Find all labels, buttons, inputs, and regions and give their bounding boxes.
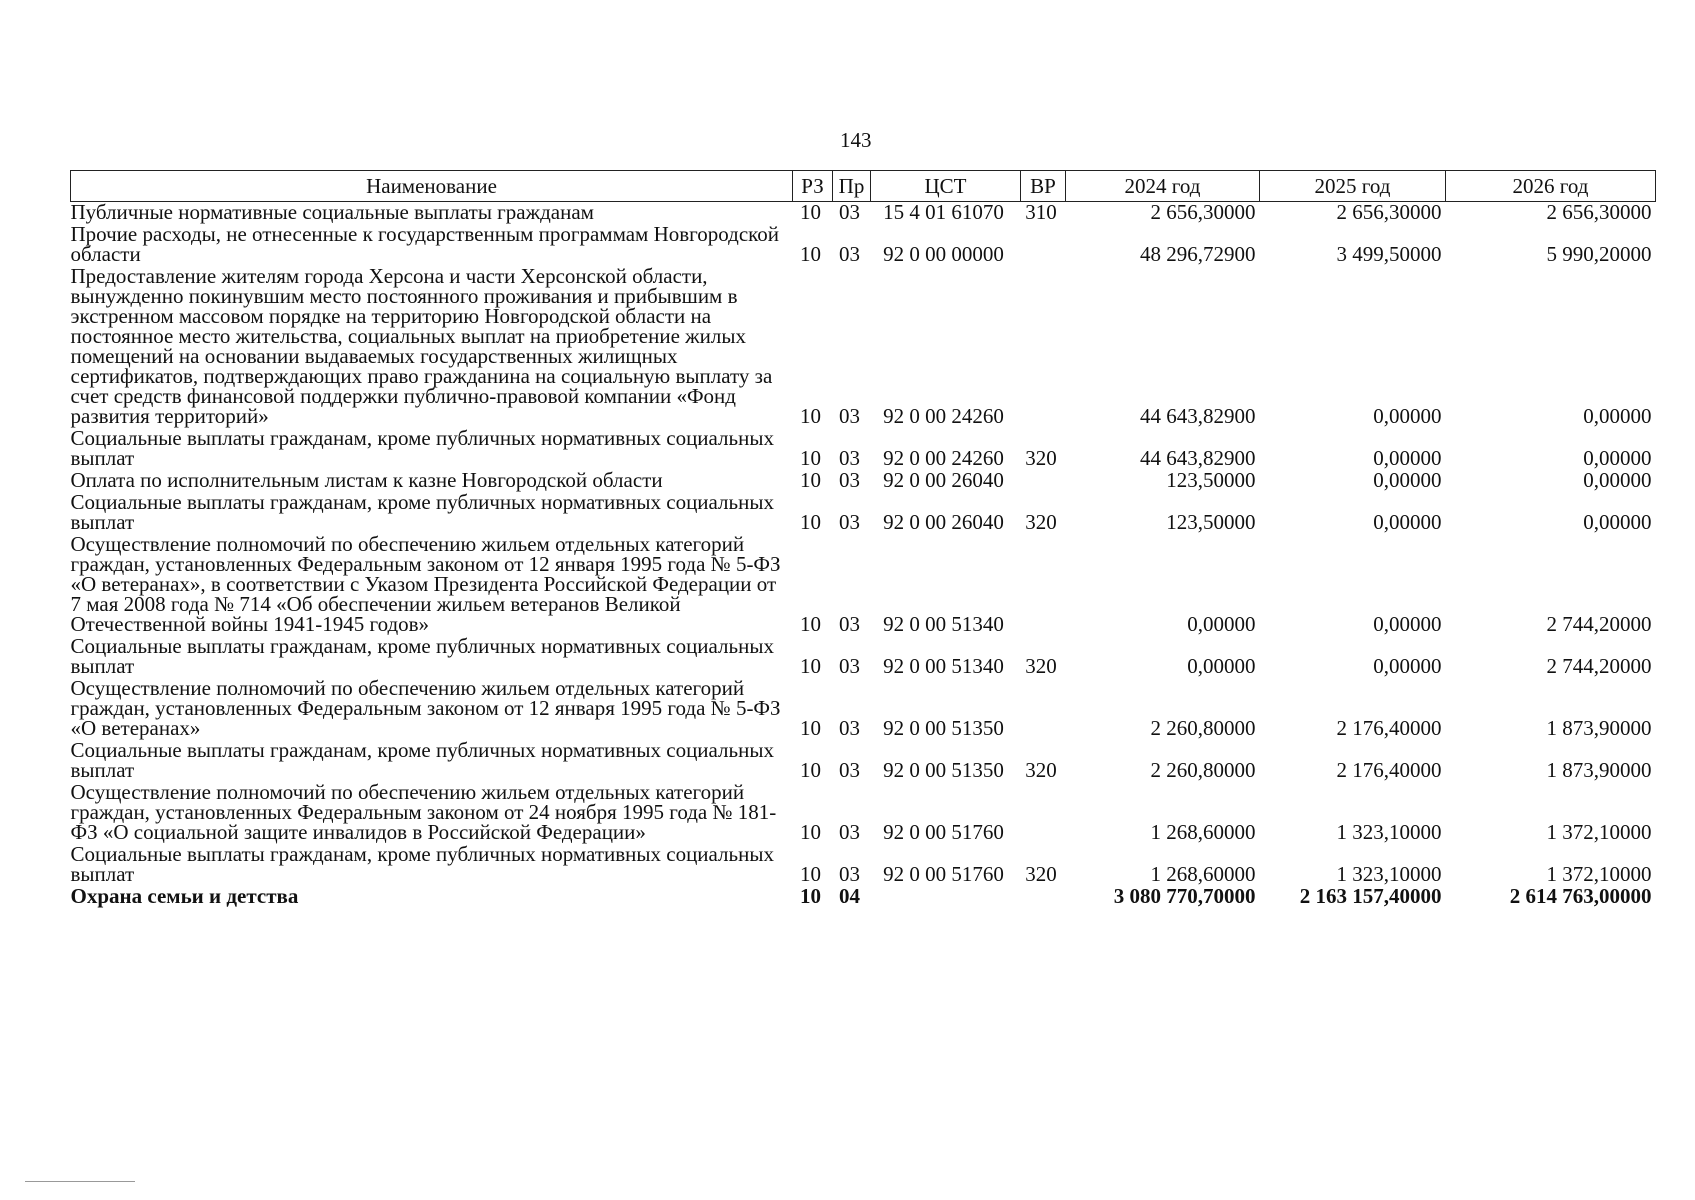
cell-pr: 03	[839, 510, 860, 534]
cell-2025: 0,00000	[1373, 404, 1442, 428]
cell-2026: 2 744,20000	[1546, 612, 1652, 636]
cell-2026: 2 656,30000	[1546, 200, 1652, 224]
cell-name: Оплата по исполнительным листам к казне Новгородской области	[70, 468, 663, 492]
cell-name: Социальные выплаты гражданам, кроме публичных нормативных социальных выплат	[70, 738, 774, 782]
table-row	[71, 782, 1656, 844]
cell-vr	[1021, 266, 1066, 428]
scan-artifact-line	[25, 1181, 135, 1182]
cell-cst: 92 0 00 51350	[883, 758, 1004, 782]
cell-2024: 123,50000	[1166, 468, 1256, 492]
cell-cst: 92 0 00 51350	[883, 716, 1004, 740]
cell-vr: 320	[1025, 758, 1057, 782]
cell-2024: 2 260,80000	[1150, 716, 1256, 740]
cell-rz: 10	[800, 716, 821, 740]
cell-2025: 0,00000	[1373, 510, 1442, 534]
page-number: 143	[840, 128, 872, 152]
cell-cst: 92 0 00 51340	[883, 654, 1004, 678]
cell-2025: 0,00000	[1373, 612, 1442, 636]
cell-rz: 10	[800, 200, 821, 224]
cell-name: Социальные выплаты гражданам, кроме публичных нормативных социальных выплат	[70, 634, 774, 678]
cell-2024: 2 260,80000	[1150, 758, 1256, 782]
cell-vr: 310	[1025, 200, 1057, 224]
cell-rz: 10	[800, 242, 821, 266]
cell-2024: 2 656,30000	[1150, 200, 1256, 224]
cell-2024: 123,50000	[1166, 510, 1256, 534]
table-row	[71, 678, 1656, 740]
cell-pr: 03	[839, 242, 860, 266]
cell-2026: 2 744,20000	[1546, 654, 1652, 678]
cell-2026: 2 614 763,00000	[1509, 884, 1652, 908]
table-row	[71, 740, 1656, 782]
cell-rz: 10	[800, 468, 821, 492]
cell-2024: 0,00000	[1187, 654, 1256, 678]
table-row	[71, 428, 1656, 470]
cell-vr: 320	[1025, 862, 1057, 886]
header-2024: 2024 год	[1066, 171, 1260, 202]
header-2026: 2026 год	[1446, 171, 1656, 202]
cell-name: Социальные выплаты гражданам, кроме публичных нормативных социальных выплат	[70, 426, 774, 470]
table-row	[71, 202, 1656, 225]
cell-vr	[1021, 224, 1066, 266]
cell-2025: 0,00000	[1373, 446, 1442, 470]
header-pr: Пр	[833, 171, 871, 202]
table-body	[71, 202, 1656, 909]
cell-2024: 3 080 770,70000	[1113, 884, 1256, 908]
cell-2025: 3 499,50000	[1336, 242, 1442, 266]
cell-2024: 44 643,82900	[1140, 446, 1256, 470]
table-row	[71, 492, 1656, 534]
cell-rz: 10	[800, 884, 821, 908]
cell-2025: 2 176,40000	[1336, 758, 1442, 782]
cell-name: Охрана семьи и детства	[70, 884, 299, 908]
cell-name: Социальные выплаты гражданам, кроме публичных нормативных социальных выплат	[70, 490, 774, 534]
cell-name: Социальные выплаты гражданам, кроме публичных нормативных социальных выплат	[70, 842, 774, 886]
cell-name: Осуществление полномочий по обеспечению жильем отдельных категорий граждан, установленных Федеральным законом от 24 ноября 1995 года № 181-ФЗ «О социальной защите инвалидов в Российской Федерации»	[70, 780, 777, 844]
cell-2024: 0,00000	[1187, 612, 1256, 636]
cell-2025: 1 323,10000	[1336, 820, 1442, 844]
cell-pr: 03	[839, 862, 860, 886]
header-name: Наименование	[71, 171, 793, 202]
cell-pr: 03	[839, 820, 860, 844]
cell-cst	[871, 886, 1021, 908]
cell-2025: 0,00000	[1373, 654, 1442, 678]
table-header	[71, 171, 1656, 202]
cell-2025: 2 176,40000	[1336, 716, 1442, 740]
cell-rz: 10	[800, 758, 821, 782]
cell-vr	[1021, 886, 1066, 908]
cell-pr: 03	[839, 716, 860, 740]
cell-vr: 320	[1025, 446, 1057, 470]
cell-name: Публичные нормативные социальные выплаты гражданам	[70, 200, 594, 224]
header-rz: РЗ	[793, 171, 833, 202]
table-row	[71, 266, 1656, 428]
cell-cst: 92 0 00 26040	[883, 468, 1004, 492]
cell-2025: 2 656,30000	[1336, 200, 1442, 224]
cell-vr: 320	[1025, 510, 1057, 534]
cell-pr: 03	[839, 446, 860, 470]
table-row	[71, 470, 1656, 492]
cell-pr: 04	[839, 884, 860, 908]
cell-cst: 92 0 00 24260	[883, 404, 1004, 428]
cell-vr	[1021, 678, 1066, 740]
cell-pr: 03	[839, 404, 860, 428]
cell-name: Прочие расходы, не отнесенные к государственным программам Новгородской области	[70, 222, 780, 266]
cell-2025: 2 163 157,40000	[1299, 884, 1442, 908]
cell-vr	[1021, 534, 1066, 636]
table-row	[71, 844, 1656, 886]
cell-2026: 1 372,10000	[1546, 862, 1652, 886]
cell-2026: 0,00000	[1583, 510, 1652, 534]
cell-rz: 10	[800, 862, 821, 886]
cell-cst: 15 4 01 61070	[883, 200, 1004, 224]
budget-table	[70, 170, 1656, 908]
cell-2025: 0,00000	[1373, 468, 1442, 492]
cell-2024: 1 268,60000	[1150, 820, 1256, 844]
cell-rz: 10	[800, 820, 821, 844]
cell-pr: 03	[839, 200, 860, 224]
table-row	[71, 636, 1656, 678]
cell-2026: 1 873,90000	[1546, 716, 1652, 740]
cell-pr: 03	[839, 758, 860, 782]
cell-2026: 0,00000	[1583, 404, 1652, 428]
cell-2024: 48 296,72900	[1140, 242, 1256, 266]
cell-pr: 03	[839, 654, 860, 678]
cell-vr: 320	[1025, 654, 1057, 678]
cell-cst: 92 0 00 24260	[883, 446, 1004, 470]
header-2025: 2025 год	[1260, 171, 1446, 202]
cell-pr: 03	[839, 468, 860, 492]
cell-2024: 1 268,60000	[1150, 862, 1256, 886]
cell-2026: 1 873,90000	[1546, 758, 1652, 782]
cell-2026: 0,00000	[1583, 446, 1652, 470]
cell-rz: 10	[800, 404, 821, 428]
cell-2026: 1 372,10000	[1546, 820, 1652, 844]
cell-vr	[1021, 782, 1066, 844]
cell-rz: 10	[800, 612, 821, 636]
cell-pr: 03	[839, 612, 860, 636]
header-cst: ЦСТ	[871, 171, 1021, 202]
cell-2025: 1 323,10000	[1336, 862, 1442, 886]
cell-2024: 44 643,82900	[1140, 404, 1256, 428]
cell-vr	[1021, 470, 1066, 492]
header-vr: ВР	[1021, 171, 1066, 202]
cell-cst: 92 0 00 51760	[883, 820, 1004, 844]
cell-2026: 0,00000	[1583, 468, 1652, 492]
cell-name: Осуществление полномочий по обеспечению жильем отдельных категорий граждан, установленных Федеральным законом от 12 января 1995 года № 5-ФЗ «О ветеранах», в соответствии с Указом Президента Российской Федерации от 7 мая 2008 года № 714 «Об обеспечении жильем ветеранов Великой Отечественной войны 1941-1945 годов»	[70, 532, 781, 636]
cell-rz: 10	[800, 446, 821, 470]
cell-cst: 92 0 00 00000	[883, 242, 1004, 266]
cell-name: Предоставление жителям города Херсона и части Херсонской области, вынужденно покинувшим место постоянного проживания и прибывшим в экстренном массовом порядке на территорию Новгородской области на постоянное место жительства, социальных выплат на приобретение жилых помещений на основании выдаваемых государственных жилищных сертификатов, подтверждающих право гражданина на социальную выплату за счет средств финансовой поддержки публично-правовой компании «Фонд развития территорий»	[70, 264, 773, 428]
table-row	[71, 534, 1656, 636]
cell-name: Осуществление полномочий по обеспечению жильем отдельных категорий граждан, установленных Федеральным законом от 12 января 1995 года № 5-ФЗ «О ветеранах»	[70, 676, 781, 740]
table-row	[71, 224, 1656, 266]
cell-cst: 92 0 00 51760	[883, 862, 1004, 886]
cell-rz: 10	[800, 510, 821, 534]
table-row	[71, 886, 1656, 908]
cell-cst: 92 0 00 26040	[883, 510, 1004, 534]
cell-2026: 5 990,20000	[1546, 242, 1652, 266]
cell-cst: 92 0 00 51340	[883, 612, 1004, 636]
cell-rz: 10	[800, 654, 821, 678]
